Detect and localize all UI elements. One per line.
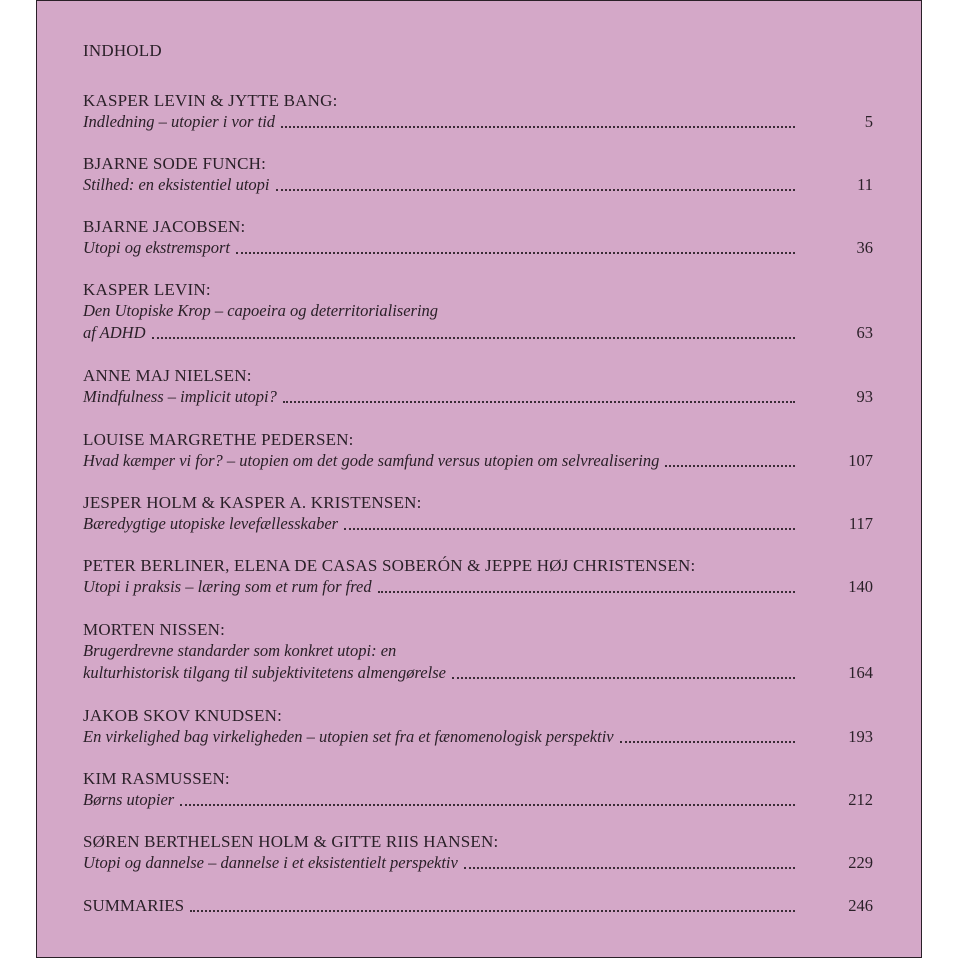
toc-entry-title-line — [83, 895, 873, 917]
toc-entry-title-line — [83, 111, 873, 133]
dot-leader — [180, 804, 795, 806]
dot-leader — [344, 528, 795, 530]
dot-leader — [452, 677, 795, 679]
toc-entry-page-number: 11 — [857, 175, 873, 194]
toc-entry-page-number: 140 — [848, 577, 873, 596]
dot-leader — [276, 189, 795, 191]
toc-entry-title: Stilhed: en eksistentiel utopi — [83, 175, 270, 194]
toc-entry-page-number: 193 — [848, 727, 873, 746]
toc-entry-title: En virkelighed bag virkeligheden – utopien set fra et fænomenologisk perspektiv — [83, 727, 614, 746]
toc-entry — [83, 153, 873, 196]
toc-entry-author: LOUISE MARGRETHE PEDERSEN: — [83, 430, 354, 449]
toc-entry-page-number: 229 — [848, 853, 873, 872]
toc-page — [36, 0, 922, 958]
toc-entry-title: Den Utopiske Krop – capoeira og deterritorialisering — [83, 301, 439, 320]
toc-entry-page-number: 212 — [848, 790, 873, 809]
toc-entry — [83, 895, 873, 917]
toc-entry-title: Bæredygtige utopiske levefællesskaber — [83, 514, 339, 533]
toc-entry-author: ANNE MAJ NIELSEN: — [83, 366, 252, 385]
toc-entry-title-line — [83, 513, 873, 535]
toc-entry-title-line — [83, 576, 873, 598]
toc-entry-title-line — [83, 726, 873, 748]
toc-entry-title: SUMMARIES — [83, 896, 185, 915]
toc-entry-title-line — [83, 300, 873, 322]
toc-entry-page-number: 5 — [864, 112, 873, 131]
toc-entry-author: MORTEN NISSEN: — [83, 620, 226, 639]
dot-leader — [236, 252, 795, 254]
toc-entry-author: PETER BERLINER, ELENA DE CASAS SOBERÓN & JEPPE HØJ CHRISTENSEN: — [83, 556, 696, 575]
dot-leader — [464, 867, 795, 869]
toc-entry — [83, 492, 873, 535]
toc-entry-title-line — [83, 237, 873, 259]
toc-entry-page-number: 93 — [856, 387, 873, 406]
toc-entry-title: Hvad kæmper vi for? – utopien om det gode samfund versus utopien om selvrealisering — [83, 451, 660, 470]
toc-entry-title: Utopi og dannelse – dannelse i et eksistentielt perspektiv — [83, 853, 458, 872]
toc-entry — [83, 831, 873, 874]
toc-entry-title-line — [83, 174, 873, 196]
toc-entry — [83, 365, 873, 408]
toc-entry — [83, 768, 873, 811]
toc-entry-title-line — [83, 789, 873, 811]
toc-entry — [83, 216, 873, 259]
toc-entry-title-line — [83, 662, 873, 684]
dot-leader — [665, 465, 795, 467]
dot-leader — [190, 910, 795, 912]
toc-entry-title: Børns utopier — [83, 790, 175, 809]
toc-entry-author: JAKOB SKOV KNUDSEN: — [83, 706, 283, 725]
toc-entry-author: KIM RASMUSSEN: — [83, 769, 230, 788]
toc-entry-author: BJARNE SODE FUNCH: — [83, 154, 267, 173]
dot-leader — [620, 741, 795, 743]
dot-leader — [283, 401, 795, 403]
dot-leader — [281, 126, 795, 128]
toc-entry-page-number: 117 — [848, 514, 873, 533]
toc-entry-title-line — [83, 450, 873, 472]
dot-leader — [378, 591, 795, 593]
toc-entry — [83, 619, 873, 684]
dot-leader — [152, 337, 795, 339]
toc-entry-title-line — [83, 640, 873, 662]
toc-entry-title: Mindfulness – implicit utopi? — [83, 387, 277, 406]
toc-entry-title: Utopi i praksis – læring som et rum for fred — [83, 577, 372, 596]
toc-entry-author: JESPER HOLM & KASPER A. KRISTENSEN: — [83, 493, 422, 512]
toc-entry-title: Utopi og ekstremsport — [83, 238, 230, 257]
toc-entry-title: Indledning – utopier i vor tid — [83, 112, 276, 131]
toc-entry-author: BJARNE JACOBSEN: — [83, 217, 246, 236]
toc-entry-page-number: 107 — [848, 451, 873, 470]
toc-entry-page-number: 63 — [856, 323, 873, 342]
toc-heading: INDHOLD — [83, 41, 162, 60]
toc-entry-page-number: 164 — [848, 663, 873, 682]
toc-entry-author: KASPER LEVIN & JYTTE BANG: — [83, 91, 338, 110]
toc-entry-author: KASPER LEVIN: — [83, 280, 211, 299]
toc-entry — [83, 90, 873, 133]
toc-entry — [83, 279, 873, 344]
toc-entry-title: kulturhistorisk tilgang til subjektivitetens almengørelse — [83, 663, 446, 682]
toc-entry-title: af ADHD — [83, 323, 146, 342]
toc-entry-title-line — [83, 322, 873, 344]
toc-entry — [83, 555, 873, 598]
toc-entry-page-number: 36 — [856, 238, 873, 257]
toc-entry-title-line — [83, 386, 873, 408]
toc-entry-title-line — [83, 852, 873, 874]
toc-entry-author: SØREN BERTHELSEN HOLM & GITTE RIIS HANSEN: — [83, 832, 499, 851]
toc-entry-page-number: 246 — [848, 896, 873, 915]
toc-entry — [83, 429, 873, 472]
toc-entry — [83, 705, 873, 748]
toc-entry-title: Brugerdrevne standarder som konkret utopi: en — [83, 641, 397, 660]
